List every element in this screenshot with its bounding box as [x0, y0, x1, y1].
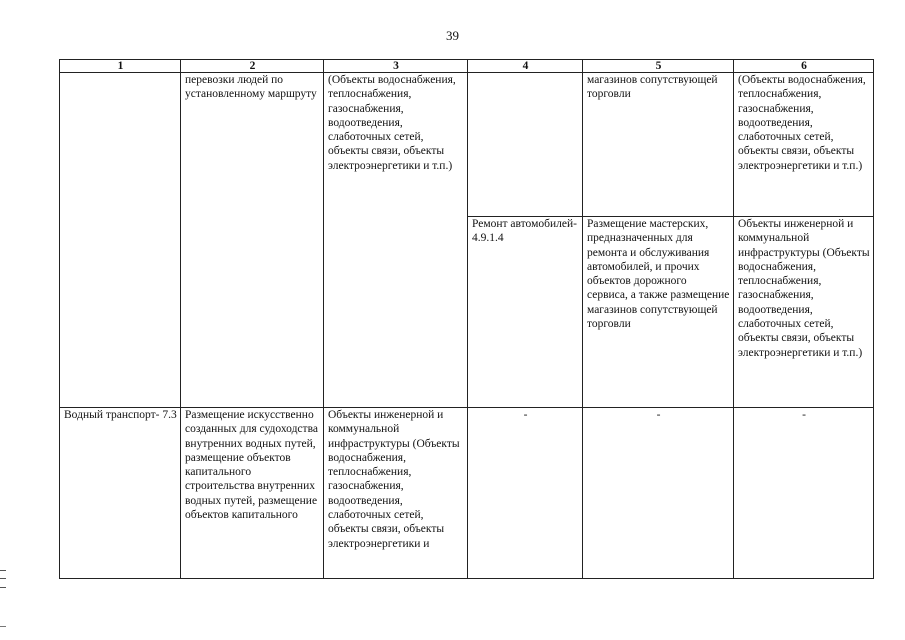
column-header-4: 4	[468, 60, 583, 73]
table-cell-r3-c4: -	[468, 408, 583, 579]
page-number: 39	[446, 28, 459, 43]
column-header-3: 3	[324, 60, 468, 73]
table-row	[60, 73, 874, 217]
column-header-2: 2	[181, 60, 324, 73]
table-cell-r2-c6: Объекты инженерной и коммунальной инфраструктуры (Объекты водоснабжения, теплоснабжения, газоснабжения, водоотведения, слаботочных сетей, объекты связи, объекты электроэнергетики и т.п.)	[734, 217, 874, 408]
table-cell-r3-c6: -	[734, 408, 874, 579]
table-cell-r1-c2: перевозки людей по установленному маршруту	[181, 73, 324, 408]
table-cell-r3-c3: Объекты инженерной и коммунальной инфраструктуры (Объекты водоснабжения, теплоснабжения, газоснабжения, водоотведения, слаботочных сетей, объекты связи, объекты электроэнергетики и	[324, 408, 468, 579]
table-cell-r3-c5: -	[583, 408, 734, 579]
table-cell-r2-c4: Ремонт автомобилей- 4.9.1.4	[468, 217, 583, 408]
table-cell-r3-c2: Размещение искусственно созданных для судоходства внутренних водных путей, размещение объектов капитального строительства внутренних водных путей, размещение объектов капитального	[181, 408, 324, 579]
scan-margin-tick	[0, 626, 6, 627]
table-header-row	[60, 60, 874, 73]
land-use-table	[59, 59, 874, 579]
table-cell-r1-c5: магазинов сопутствующей торговли	[583, 73, 734, 217]
table-cell-r2-c5: Размещение мастерских, предназначенных для ремонта и обслуживания автомобилей, и прочих объектов дорожного сервиса, а также размещение магазинов сопутствующей торговли	[583, 217, 734, 408]
column-header-6: 6	[734, 60, 874, 73]
table-cell-r3-c1: Водный транспорт- 7.3	[60, 408, 181, 579]
table-cell-r1-c4	[468, 73, 583, 217]
table-row	[60, 408, 874, 579]
table-cell-r1-c3: (Объекты водоснабжения, теплоснабжения, газоснабжения, водоотведения, слаботочных сетей, объекты связи, объекты электроэнергетики и т.п.)	[324, 73, 468, 408]
column-header-5: 5	[583, 60, 734, 73]
scan-margin-mark	[0, 570, 6, 588]
table-cell-r1-c6: (Объекты водоснабжения, теплоснабжения, газоснабжения, водоотведения, слаботочных сетей, объекты связи, объекты электроэнергетики и т.п.)	[734, 73, 874, 217]
table-cell-r1-c1	[60, 73, 181, 408]
column-header-1: 1	[60, 60, 181, 73]
